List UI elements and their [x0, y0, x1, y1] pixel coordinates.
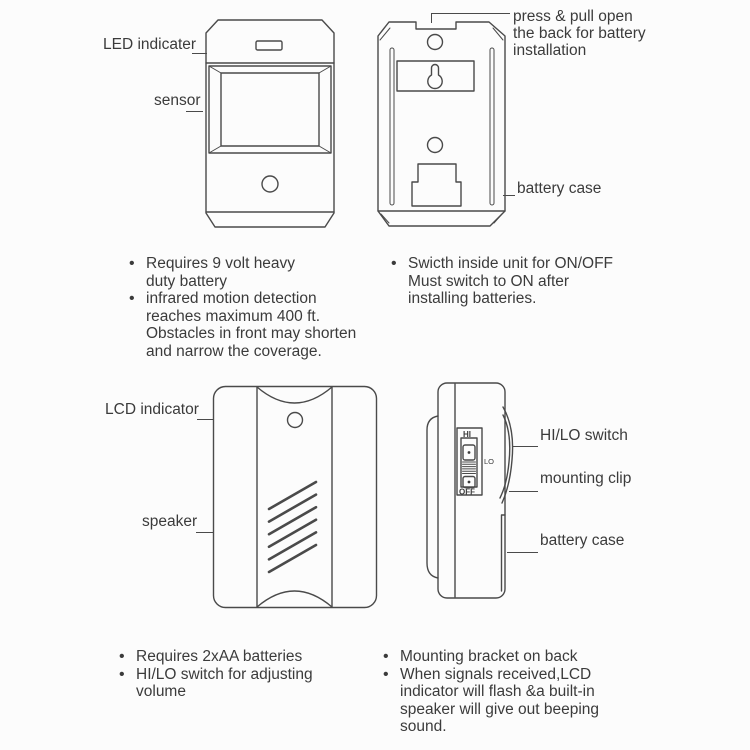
note-line: duty battery [146, 272, 227, 290]
note-line: Requires 9 volt heavy [146, 255, 296, 272]
speaker-slot [269, 520, 316, 547]
screw-hole-top [428, 35, 443, 50]
lcd-indicator-circle [288, 413, 303, 428]
label-led-indicator: LED indicater [103, 36, 197, 53]
clip-leader-line [509, 491, 538, 492]
note-line: installing batteries. [408, 290, 537, 307]
sensor-leader-line [186, 111, 203, 112]
press-pull-leader-vertical [431, 13, 432, 23]
note-item [383, 648, 599, 666]
hilo-leader-line [512, 446, 538, 447]
note-item [129, 255, 356, 290]
note-line: Must switch to ON after [408, 272, 570, 290]
sensor-window-inner [221, 73, 319, 146]
corner-tick [494, 214, 502, 223]
speaker-slot [269, 507, 316, 534]
battery-side-leader-line [507, 552, 538, 553]
note-item [119, 666, 313, 701]
receiver-side-diagram [425, 380, 520, 605]
bullet-dot [129, 255, 146, 273]
transmitter-notes-left [129, 255, 356, 360]
chime-test-circle [262, 176, 278, 192]
transmitter-front-outline [206, 20, 334, 227]
led-leader-line [192, 53, 207, 54]
speaker-slots [269, 482, 316, 572]
speaker-slot [269, 532, 316, 559]
bullet-dot [119, 666, 136, 684]
note-line: When signals received,LCD [400, 665, 592, 683]
note-line: indicator will flash &a built-in [400, 683, 595, 700]
transmitter-front-diagram [204, 18, 336, 230]
label-battery-case-side: battery case [540, 532, 625, 549]
note-line: speaker will give out beeping [400, 700, 600, 718]
note-line: Mounting bracket on back [400, 648, 578, 665]
switch-hi-label: HI [463, 430, 471, 439]
bullet-dot [383, 666, 400, 684]
thumb-dot [468, 481, 471, 484]
label-hilo-switch: HI/LO switch [540, 427, 628, 444]
speaker-slot [269, 495, 316, 522]
led-window [256, 41, 282, 50]
note-line: reaches maximum 400 ft. [146, 307, 321, 325]
side-slot-right [490, 48, 494, 205]
battery-case-leader-line [503, 195, 515, 196]
label-mounting-clip: mounting clip [540, 470, 632, 487]
transmitter-back-outline [378, 22, 505, 226]
annotation-line: the back for battery [513, 25, 646, 42]
bullet-dot [129, 290, 146, 308]
label-speaker: speaker [142, 513, 198, 530]
lcd-leader-line [197, 419, 213, 420]
bullet-dot [383, 648, 400, 666]
label-sensor: sensor [154, 92, 201, 109]
receiver-notes-right [383, 648, 599, 736]
receiver-outline [214, 387, 377, 608]
front-face-bump [427, 416, 438, 578]
transmitter-back-diagram [376, 15, 508, 233]
keyhole-plate [397, 61, 474, 91]
note-line: sound. [400, 718, 447, 735]
keyhole-mount [428, 65, 442, 89]
annotation-press-pull [513, 8, 646, 59]
screw-hole-bottom [428, 138, 443, 153]
panel-bottom-arc [257, 591, 332, 607]
sensor-window-outer [209, 66, 331, 153]
label-battery-case-back: battery case [517, 180, 602, 197]
switch-lo-label: LO [484, 457, 495, 466]
note-line: Obstacles in front may shorten [146, 325, 357, 342]
frame-corner [209, 146, 221, 153]
frame-corner [209, 66, 221, 73]
note-item [119, 648, 313, 666]
switch-off-label: OFF [459, 487, 475, 497]
press-pull-leader-horizontal [431, 13, 510, 14]
side-slot-left [390, 48, 394, 205]
annotation-line: installation [513, 42, 587, 59]
corner-tick [380, 28, 390, 40]
receiver-notes-left [119, 648, 313, 701]
battery-case-shape [412, 164, 461, 206]
annotation-line: press & pull open [513, 8, 633, 25]
speaker-slot [269, 545, 316, 572]
frame-corner [319, 146, 331, 153]
bullet-dot [119, 648, 136, 666]
speaker-slot [269, 482, 316, 509]
note-item [129, 290, 356, 360]
thumb-dot [468, 451, 471, 454]
label-lcd-indicator: LCD indicator [105, 401, 199, 418]
note-item [391, 255, 613, 308]
frame-corner [319, 66, 331, 73]
bullet-dot [391, 255, 408, 273]
note-line: Requires 2xAA batteries [136, 648, 303, 665]
note-line: and narrow the coverage. [146, 342, 322, 360]
transmitter-notes-right [391, 255, 613, 308]
speaker-leader-line [196, 532, 213, 533]
note-line: HI/LO switch for adjusting [136, 665, 313, 683]
note-line: Swicth inside unit for ON/OFF [408, 255, 614, 272]
note-line: infrared motion detection [146, 290, 317, 307]
note-line: volume [136, 683, 186, 700]
panel-top-arc [257, 387, 332, 403]
note-item [383, 666, 599, 736]
receiver-front-diagram [212, 385, 378, 609]
switch-ribs [463, 462, 476, 474]
